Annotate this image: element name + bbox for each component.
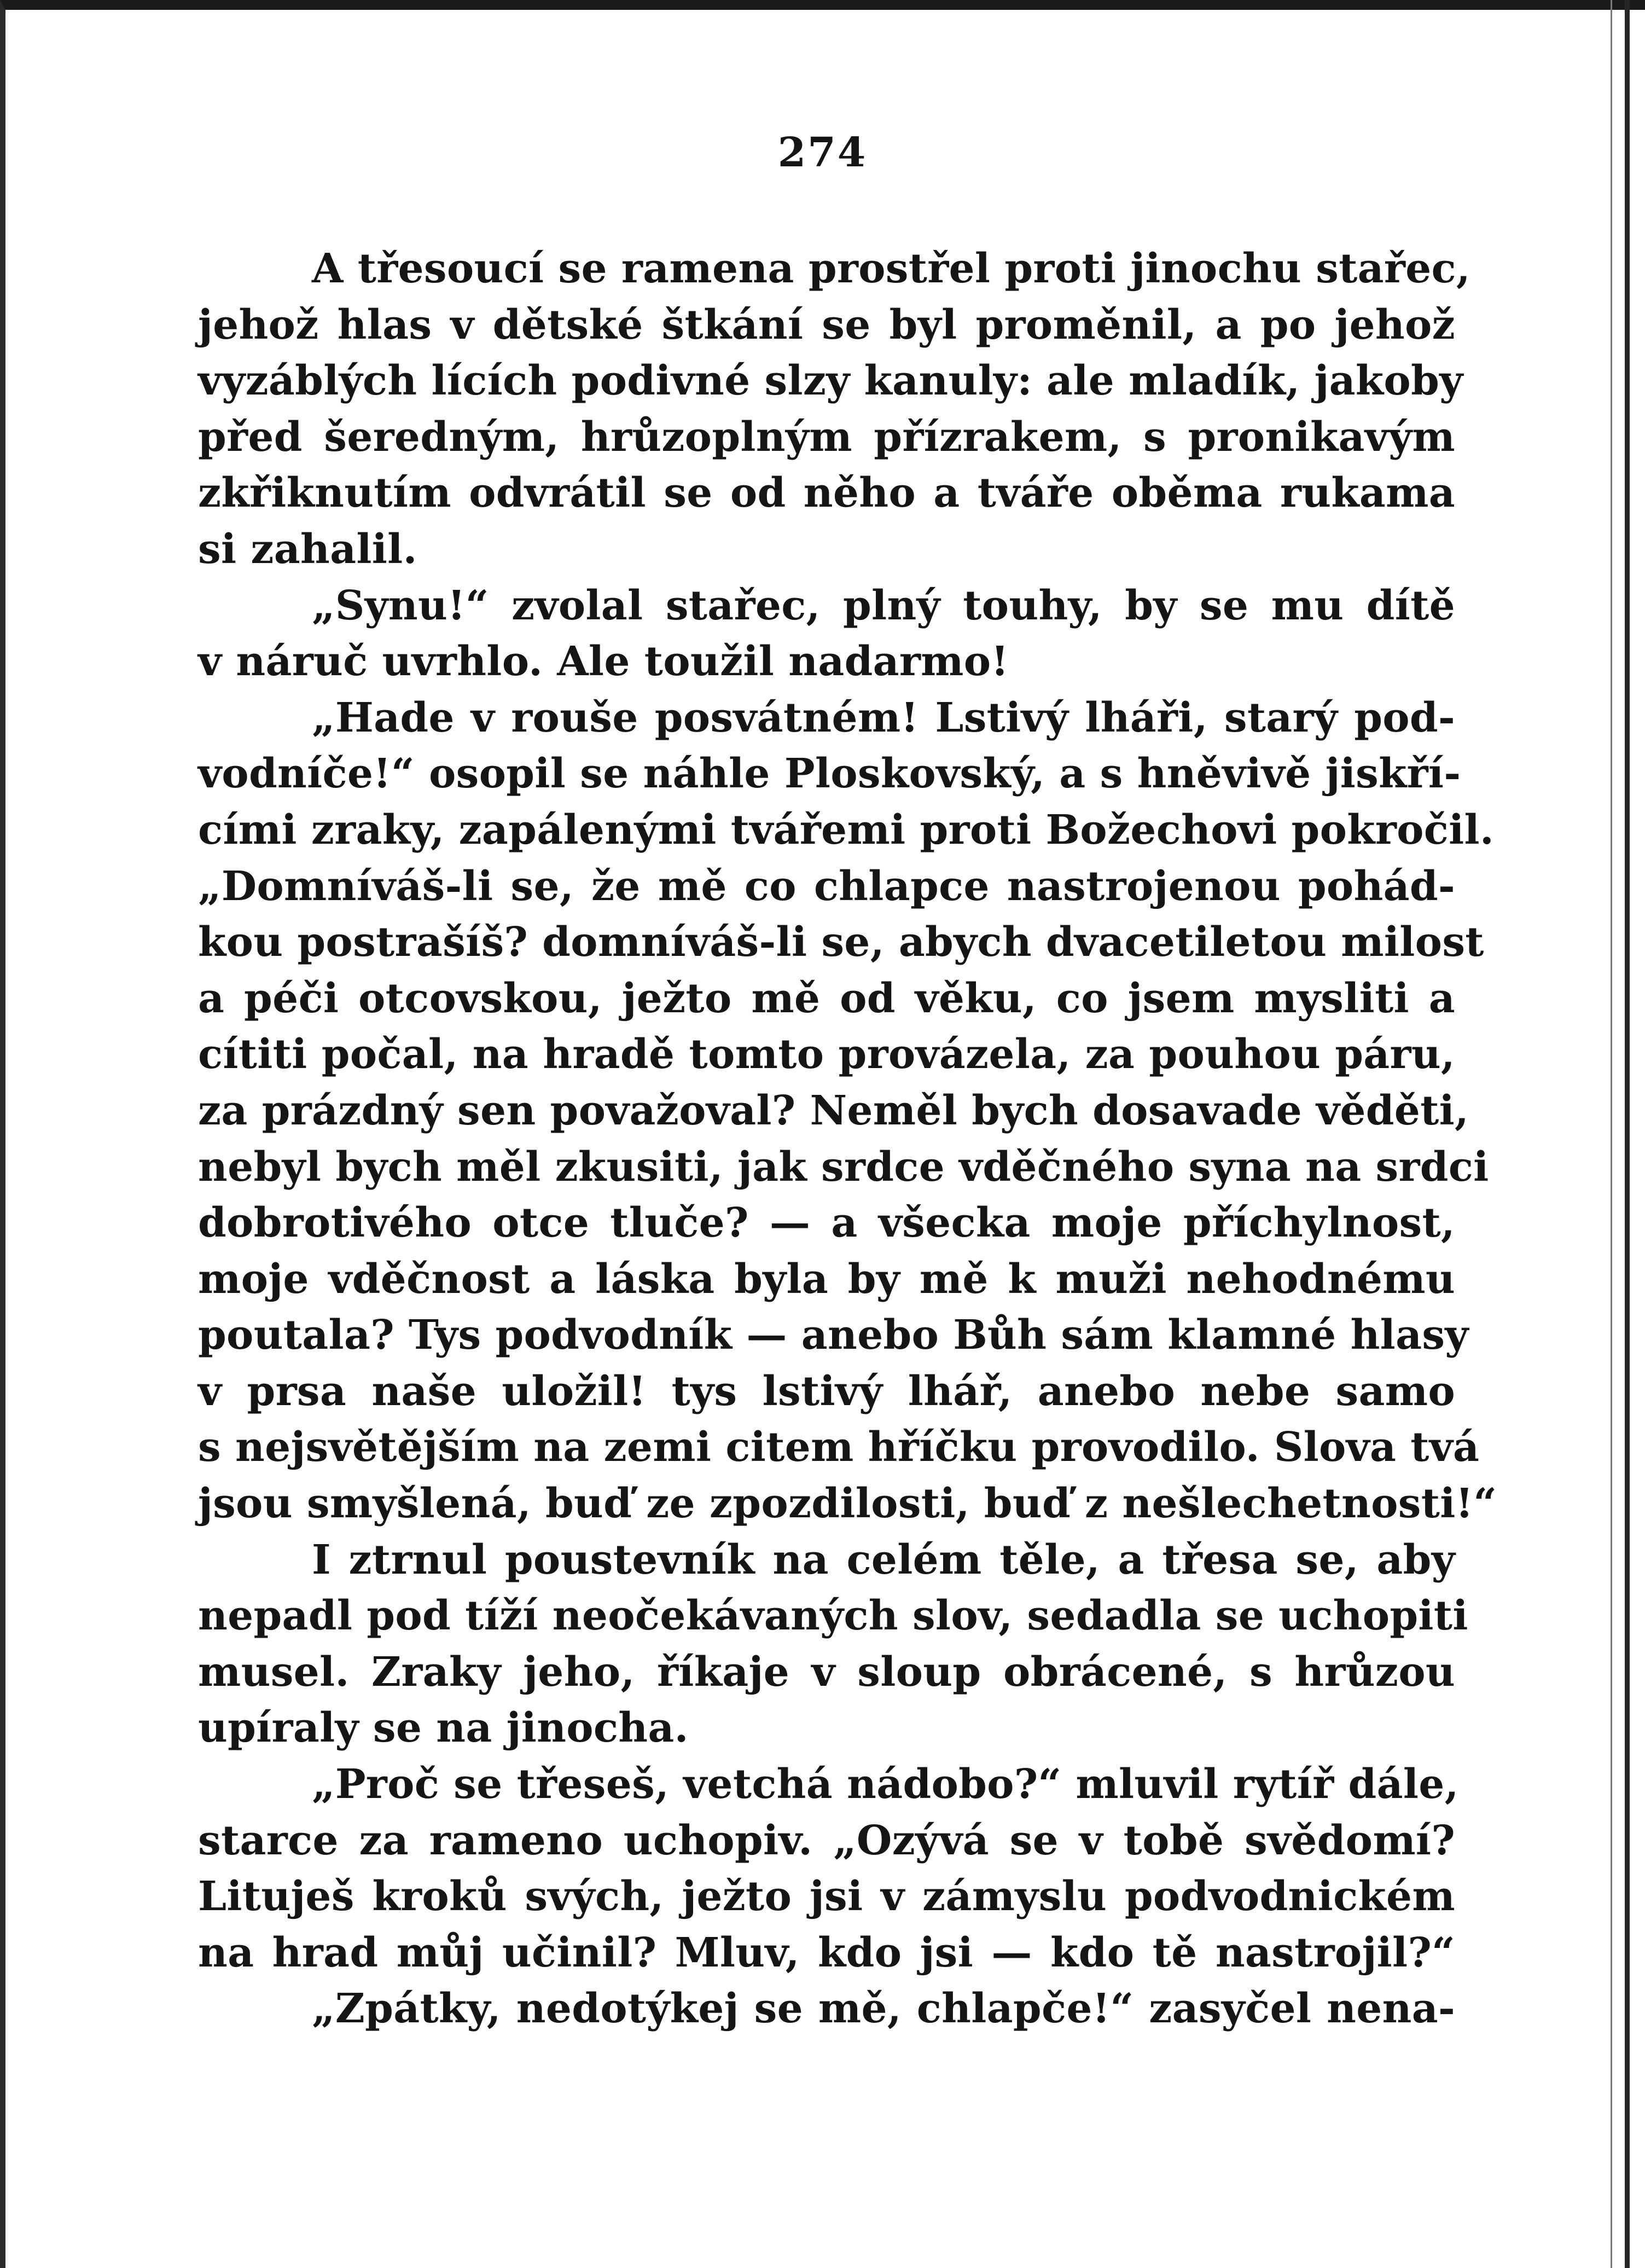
- text-line: „Zpátky, nedotýkej se mě, chlapče!“ zasyčel nena-: [312, 1985, 1455, 2033]
- text-line: poutala? Tys podvodník — anebo Bůh sám klamné hlasy: [198, 1312, 1469, 1359]
- text-line: „Synu!“ zvolal stařec, plný touhy, by se mu dítě: [312, 582, 1455, 629]
- text-line: si zahalil.: [198, 525, 417, 573]
- text-line: kou postrašíš? domníváš-li se, abych dvacetiletou milost: [198, 919, 1484, 966]
- text-line: za prázdný sen považoval? Neměl bych dosavade věděti,: [198, 1087, 1469, 1134]
- text-line: jehož hlas v dětské štkání se byl proměnil, a po jehož: [198, 301, 1455, 349]
- text-line: zkřiknutím odvrátil se od něho a tváře oběma rukama: [198, 469, 1455, 517]
- text-line: nepadl pod tíží neočekávaných slov, sedadla se uchopiti: [198, 1592, 1468, 1640]
- page-edge-line: [1611, 0, 1612, 2268]
- text-line: před šeredným, hrůzoplným přízrakem, s pronikavým: [198, 413, 1455, 461]
- text-line: „Domníváš-li se, že mě co chlapce nastrojenou pohád-: [198, 862, 1455, 910]
- text-line: vyzáblých lících podivné slzy kanuly: ale mladík, jakoby: [198, 357, 1463, 405]
- text-line: „Proč se třeseš, vetchá nádobo?“ mluvil rytíř dále,: [312, 1761, 1459, 1808]
- text-line: starce za rameno uchopiv. „Ozývá se v tobě svědomí?: [198, 1817, 1455, 1864]
- text-line: jsou smyšlená, buď ze zpozdilosti, buď z nešlechetnosti!“: [198, 1480, 1497, 1528]
- page-edge-dark: [1625, 0, 1630, 2268]
- text-line: vodníče!“ osopil se náhle Ploskovský, a s hněvivě jiskří-: [198, 750, 1461, 798]
- text-line: v prsa naše uložil! tys lstivý lhář, anebo nebe samo: [198, 1367, 1455, 1415]
- text-line: cími zraky, zapálenými tvářemi proti Božechovi pokročil.: [198, 806, 1495, 854]
- text-line: dobrotivého otce tluče? — a všecka moje příchylnost,: [198, 1199, 1455, 1247]
- text-line: s nejsvětějším na zemi citem hříčku provodilo. Slova tvá: [198, 1424, 1480, 1471]
- page-number: 274: [777, 129, 868, 176]
- text-line: nebyl bych měl zkusiti, jak srdce vděčného syna na srdci: [198, 1143, 1489, 1191]
- text-line: cítiti počal, na hradě tomto provázela, za pouhou páru,: [198, 1031, 1455, 1078]
- text-line: musel. Zraky jeho, říkaje v sloup obrácené, s hrůzou: [198, 1648, 1455, 1696]
- text-line: v náruč uvrhlo. Ale toužil nadarmo!: [198, 638, 1009, 686]
- text-line: Lituješ kroků svých, ježto jsi v zámyslu podvodnickém: [198, 1873, 1455, 1921]
- text-line: I ztrnul poustevník na celém těle, a třesa se, aby: [312, 1536, 1455, 1583]
- text-line: „Hade v rouše posvátném! Lstivý lháři, starý pod-: [312, 694, 1455, 741]
- body-text: [198, 241, 1497, 2037]
- text-line: moje vděčnost a láska byla by mě k muži nehodnému: [198, 1255, 1455, 1303]
- text-line: upíraly se na jinocha.: [198, 1704, 689, 1752]
- text-line: A třesoucí se ramena prostřel proti jinochu stařec,: [312, 245, 1470, 292]
- text-line: a péči otcovskou, ježto mě od věku, co jsem mysliti a: [198, 975, 1455, 1022]
- text-line: na hrad můj učinil? Mluv, kdo jsi — kdo tě nastrojil?“: [198, 1929, 1455, 1976]
